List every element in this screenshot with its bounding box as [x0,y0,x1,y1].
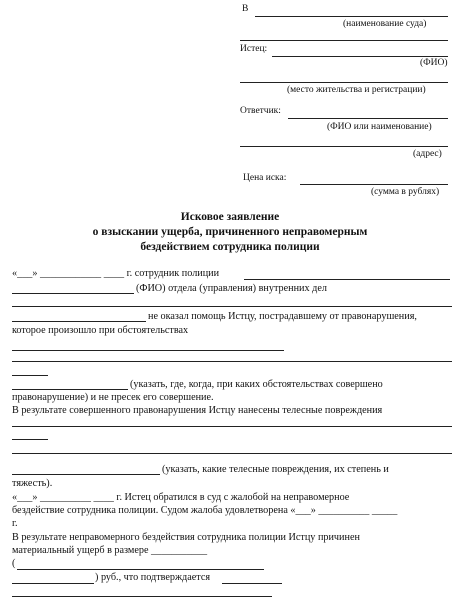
injuries-line-3[interactable] [12,453,452,454]
defendant-hint: (ФИО или наименование) [327,122,432,132]
injuries-line-2[interactable] [12,439,48,440]
doc-subtitle-1: о взыскании ущерба, причиненного неправомерным [92,226,368,238]
amount-words-line[interactable] [17,569,264,570]
plaintiff-label: Истец: [240,44,268,54]
body-line-16: ) руб., что подтверждается [95,572,211,583]
body-line-9: тяжесть). [12,478,53,489]
body-line-6: правонарушение) и не пресек его совершение. [12,392,214,403]
body-line-7: В результате совершенного правонарушения Истцу нанесены телесные повреждения [12,405,383,416]
residence-hint: (место жительства и регистрации) [287,85,426,95]
sum-hint: (сумма в рублях) [371,187,440,197]
circumstances-line-1[interactable] [12,350,284,351]
body-line-13: В результате неправомерного бездействия сотрудника полиции Истцу причинен [12,532,360,543]
body-line-4: которое произошло при обстоятельствах [12,325,189,336]
court-field-line[interactable] [255,16,448,17]
body-line-1: «___» ____________ ____ г. сотрудник полиции [12,268,220,279]
defendant-field-line[interactable] [288,118,448,119]
department-field-line[interactable] [12,306,452,307]
address-hint: (адрес) [413,149,442,159]
price-field-line[interactable] [300,184,448,185]
residence-field-line[interactable] [240,82,448,83]
to-prefix: В [242,4,249,14]
body-line-5: (указать, где, когда, при каких обстоятельствах совершено [130,379,383,390]
address-field-line[interactable] [240,146,448,147]
court-hint: (наименование суда) [343,19,427,29]
doc-title: Исковое заявление [180,211,280,223]
amount-words-line-2[interactable] [12,583,94,584]
officer-field-line[interactable] [244,279,450,280]
plaintiff-field-line[interactable] [272,56,448,57]
injuries-line-1[interactable] [12,426,452,427]
evidence-field-line[interactable] [222,583,282,584]
doc-subtitle-2: бездействием сотрудника полиции [140,241,320,253]
price-label: Цена иска: [243,173,287,183]
body-line-14: материальный ущерб в размере ___________ [12,545,208,556]
body-line-11: бездействие сотрудника полиции. Судом жалоба удовлетворена «___» __________ _____ [12,505,398,516]
body-line-2: (ФИО) отдела (управления) внутренних дел [136,283,327,294]
header-blank-line[interactable] [240,40,448,41]
body-line-12: г. [12,518,18,529]
defendant-label: Ответчик: [240,106,281,116]
fio-field-line[interactable] [12,293,134,294]
plaintiff-fio-hint: (ФИО) [420,58,448,68]
injuries-line-4[interactable] [12,474,160,475]
body-line-15: ( [12,558,16,569]
evidence-line-2[interactable] [12,596,272,597]
circumstances-line-4[interactable] [12,389,128,390]
circumstances-line-3[interactable] [12,375,48,376]
circumstances-line-2[interactable] [12,361,452,362]
body-line-8: (указать, какие телесные повреждения, их степень и [162,464,389,475]
body-line-3: не оказал помощь Истцу, пострадавшему от правонарушения, [148,311,417,322]
department-field-line-2[interactable] [12,321,146,322]
body-line-10: «___» __________ ____ г. Истец обратился в суд с жалобой на неправомерное [12,492,350,503]
